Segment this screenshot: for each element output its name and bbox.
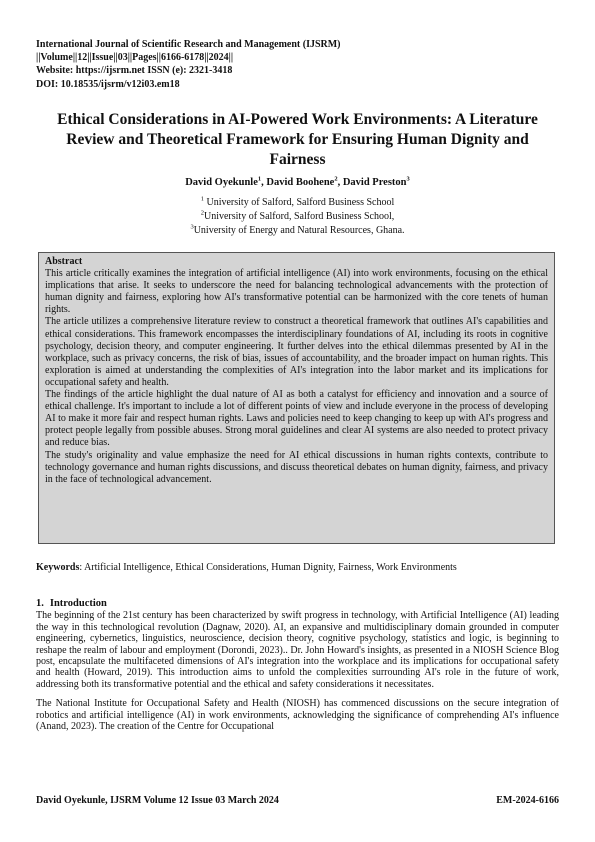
- affiliation-sup: 1: [200, 195, 204, 203]
- keywords-label: Keywords: [36, 562, 80, 573]
- author-sup: 3: [406, 175, 410, 183]
- section-number: 1.: [36, 598, 44, 609]
- journal-header: [36, 38, 566, 91]
- affiliation-sup: 2: [200, 209, 204, 217]
- author-name: David Preston: [342, 177, 407, 188]
- section-heading: [36, 598, 559, 609]
- affiliation-list: [40, 196, 555, 238]
- body-paragraph: The National Institute for Occupational Safety and Health (NIOSH) has commenced discussions on the secure integration of robotics and artificial intelligence (AI) in work environments, acknowledging the significance of comprehending AI's influence (Anand, 2023). The creation of the Centre for Occupational: [36, 698, 559, 733]
- section-title: Introduction: [49, 598, 107, 609]
- author-sup: 2: [334, 175, 338, 183]
- keywords-text: : Artificial Intelligence, Ethical Considerations, Human Dignity, Fairness, Work Environments: [79, 562, 457, 573]
- footer-citation: David Oyekunle, IJSRM Volume 12 Issue 03 March 2024: [36, 795, 279, 806]
- journal-name: International Journal of Scientific Research and Management (IJSRM): [36, 39, 341, 50]
- introduction-section: [36, 598, 559, 740]
- affiliation-text: University of Salford, Salford Business School,: [203, 211, 395, 222]
- body-paragraph: The beginning of the 21st century has been characterized by swift progress in technology, with Artificial Intelligence (AI) leading the way in this technological revolution (Dagnaw, 2020). AI, an expansive and multidisciplinary domain grounded in computer engineering, cybernetics, linguistics, neuroscience, decision theory, cognitive psychology, statistics and logic, is beginning to reshape the realm of labour and employment (Dorondi, 2023).. Dr. John Howard's insights, as presented in a NIOSH Science Blog post, encapsulate the multifaceted dimensions of AI's integration into the workplace and its implications for occupational safety and health (Howard, 2019). This introduction aims to unfold the complexities surrounding AI's role in the future of work, addressing both its transformative potential and the ethical and safety considerations it necessitates.: [36, 610, 559, 690]
- abstract-paragraph: The article utilizes a comprehensive literature review to construct a theoretical framework that outlines AI's capabilities and ethical considerations. This framework encompasses the interdisciplinary foundations of AI, including its roots in cognitive psychology, decision theory, and computer engineering. It further delves into the ethical dilemmas presented by AI in the workplace, such as privacy concerns, the risk of bias, issues of accountability, and the broader impact on human rights. This exploration is aimed at understanding the complexities of AI's integration into the labor market and its implications for occupational safety and health.: [45, 316, 548, 388]
- affiliation-sup: 3: [190, 223, 194, 231]
- paper-title: Ethical Considerations in AI-Powered Work Environments: A Literature Review and Theoretical Framework for Ensuring Human Dignity and Fairness: [57, 111, 538, 168]
- affiliation-text: University of Energy and Natural Resources, Ghana.: [193, 225, 405, 236]
- footer-id: EM-2024-6166: [496, 795, 559, 806]
- affiliation: [40, 196, 555, 210]
- author-list: David Oyekunle$^1$, David Boohene$^2$, David Preston$^3$: [185, 175, 410, 188]
- journal-website-line: Website: https://ijsrm.net ISSN (e): 2321-3418: [36, 65, 233, 77]
- author-name: David Oyekunle: [185, 177, 258, 188]
- affiliation: [40, 224, 555, 238]
- journal-volume-line: ||Volume||12||Issue||03||Pages||6166-6178||2024||: [36, 52, 234, 64]
- abstract-heading: Abstract: [45, 256, 83, 267]
- abstract-paragraph: The findings of the article highlight the dual nature of AI as both a catalyst for efficiency and innovation and a source of ethical challenge. It's important to include a lot of different points of view and include everyone in the process of developing AI to make it more fair and respect human rights. Laws and policies need to keep changing to keep up with AI's progress and protect people legally from possible abuses. Strong moral guidelines and clear AI systems are also needed to protect privacy and reduce bias.: [45, 389, 548, 449]
- affiliation: [40, 210, 555, 224]
- author-sup: 1: [257, 175, 262, 183]
- keywords-line: [36, 562, 566, 573]
- author-name: David Boohene: [266, 177, 335, 188]
- abstract-paragraph: This article critically examines the integration of artificial intelligence (AI) into work environments, focusing on the ethical implications that arise. It seeks to underscore the need for balancing technological advancements with the protection of human dignity and fairness, exploring how AI's transformative potential can be harmonized with the core tenets of human rights.: [45, 268, 548, 316]
- affiliation-text: University of Salford, Salford Business School: [206, 197, 395, 208]
- abstract-box: [38, 252, 555, 544]
- abstract-paragraph: The study's originality and value emphasize the need for AI ethical discussions in human rights contexts, contribute to technology governance and human rights discussions, and discuss theoretical debates on human dignity, fairness, and privacy in the face of technological advancement.: [45, 449, 548, 485]
- journal-doi-line: DOI: 10.18535/ijsrm/v12i03.em18: [36, 78, 180, 90]
